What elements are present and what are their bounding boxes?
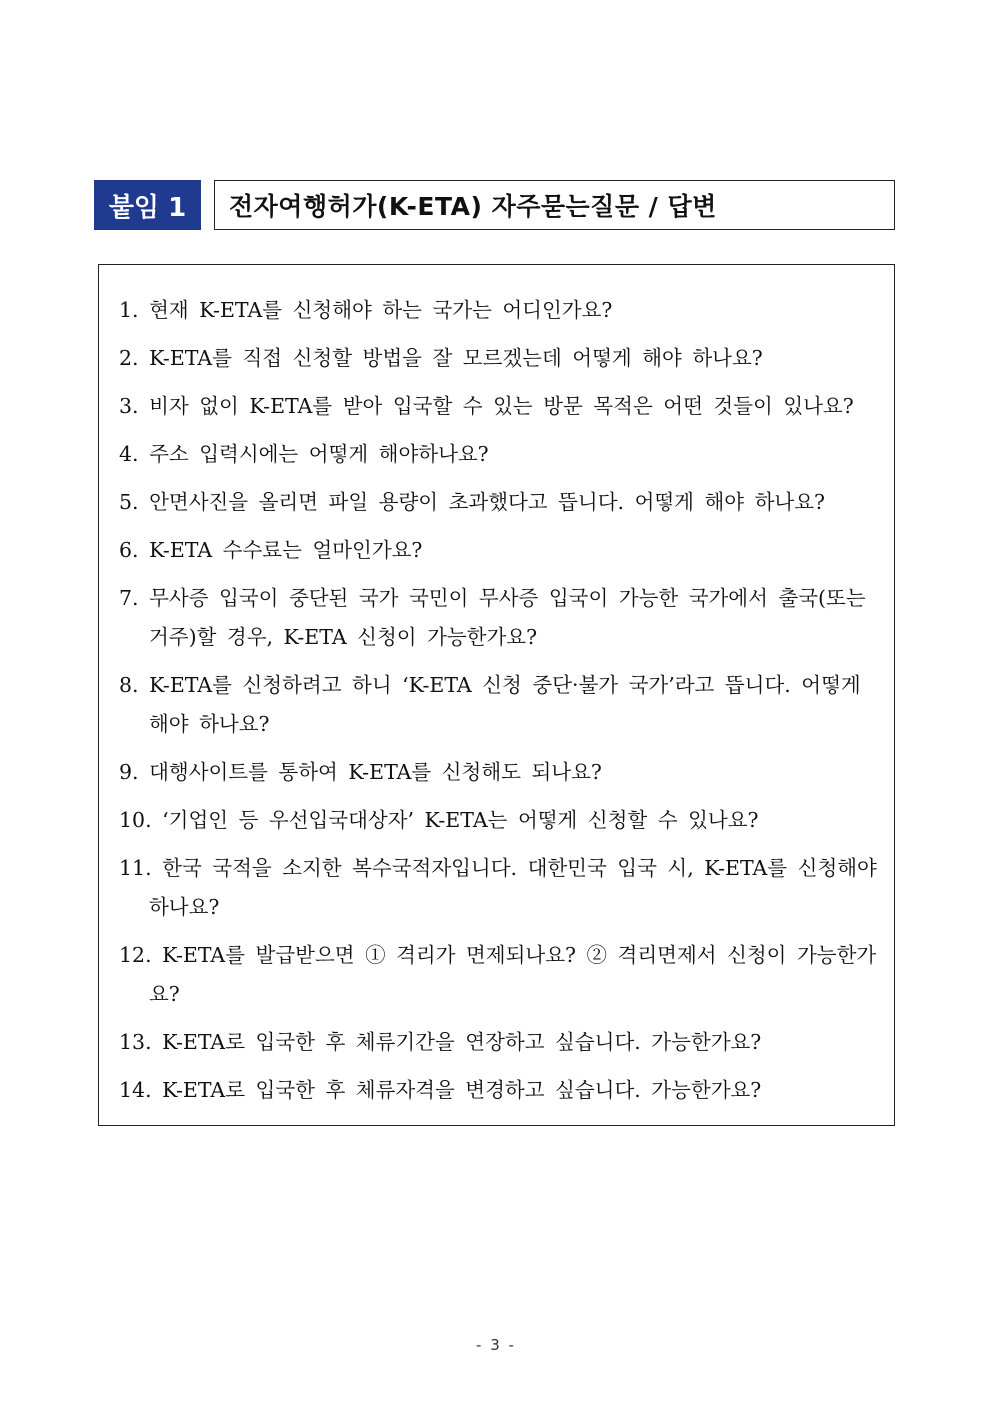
faq-question-item: [119, 801, 884, 840]
page-header: [94, 180, 895, 230]
faq-question-item: [119, 435, 884, 474]
question-text: 주소 입력시에는 어떻게 해야하나요?: [149, 442, 489, 466]
faq-question-item: [119, 753, 884, 792]
question-number: 11.: [119, 856, 152, 880]
question-text: 비자 없이 K-ETA를 받아 입국할 수 있는 방문 목적은 어떤 것들이 있나요?: [149, 394, 854, 418]
faq-question-item: [119, 579, 884, 657]
faq-question-item: [119, 936, 884, 1014]
question-text: K-ETA 수수료는 얼마인가요?: [149, 538, 423, 562]
question-text: 한국 국적을 소지한 복수국적자입니다. 대한민국 입국 시, K-ETA를 신청해야 하나요?: [149, 856, 877, 919]
question-number: 13.: [119, 1030, 152, 1054]
question-text: 현재 K-ETA를 신청해야 하는 국가는 어디인가요?: [149, 298, 613, 322]
question-number: 9.: [119, 760, 139, 784]
faq-question-item: [119, 1071, 884, 1110]
question-text: K-ETA를 직접 신청할 방법을 잘 모르겠는데 어떻게 해야 하나요?: [149, 346, 763, 370]
faq-question-item: [119, 849, 884, 927]
attachment-tag: 붙임 1: [94, 180, 201, 230]
question-number: 12.: [119, 943, 152, 967]
question-number: 4.: [119, 442, 139, 466]
question-text: K-ETA를 발급받으면 ① 격리가 면제되나요? ② 격리면제서 신청이 가능한가요?: [149, 943, 877, 1006]
question-number: 10.: [119, 808, 152, 832]
faq-question-item: [119, 483, 884, 522]
question-number: 5.: [119, 490, 139, 514]
question-number: 14.: [119, 1078, 152, 1102]
faq-question-item: [119, 531, 884, 570]
faq-question-item: [119, 339, 884, 378]
faq-question-item: [119, 387, 884, 426]
question-text: 무사증 입국이 중단된 국가 국민이 무사증 입국이 가능한 국가에서 출국(또는 거주)할 경우, K-ETA 신청이 가능한가요?: [149, 586, 866, 649]
question-number: 2.: [119, 346, 139, 370]
question-number: 3.: [119, 394, 139, 418]
page-number: - 3 -: [476, 1336, 516, 1354]
page-title: 전자여행허가(K-ETA) 자주묻는질문 / 답변: [214, 180, 895, 230]
faq-question-list: [98, 264, 895, 1126]
question-number: 8.: [119, 673, 139, 697]
question-text: ‘기업인 등 우선입국대상자’ K-ETA는 어떻게 신청할 수 있나요?: [162, 808, 759, 832]
question-number: 7.: [119, 586, 139, 610]
question-number: 1.: [119, 298, 139, 322]
faq-question-item: [119, 666, 884, 744]
faq-question-item: [119, 1023, 884, 1062]
question-text: K-ETA로 입국한 후 체류자격을 변경하고 싶습니다. 가능한가요?: [162, 1078, 762, 1102]
question-number: 6.: [119, 538, 139, 562]
question-text: 대행사이트를 통하여 K-ETA를 신청해도 되나요?: [149, 760, 602, 784]
question-text: 안면사진을 올리면 파일 용량이 초과했다고 뜹니다. 어떻게 해야 하나요?: [149, 490, 826, 514]
question-text: K-ETA를 신청하려고 하니 ‘K-ETA 신청 중단·불가 국가’라고 뜹니다. 어떻게 해야 하나요?: [149, 673, 861, 736]
faq-question-item: [119, 291, 884, 330]
question-text: K-ETA로 입국한 후 체류기간을 연장하고 싶습니다. 가능한가요?: [162, 1030, 762, 1054]
